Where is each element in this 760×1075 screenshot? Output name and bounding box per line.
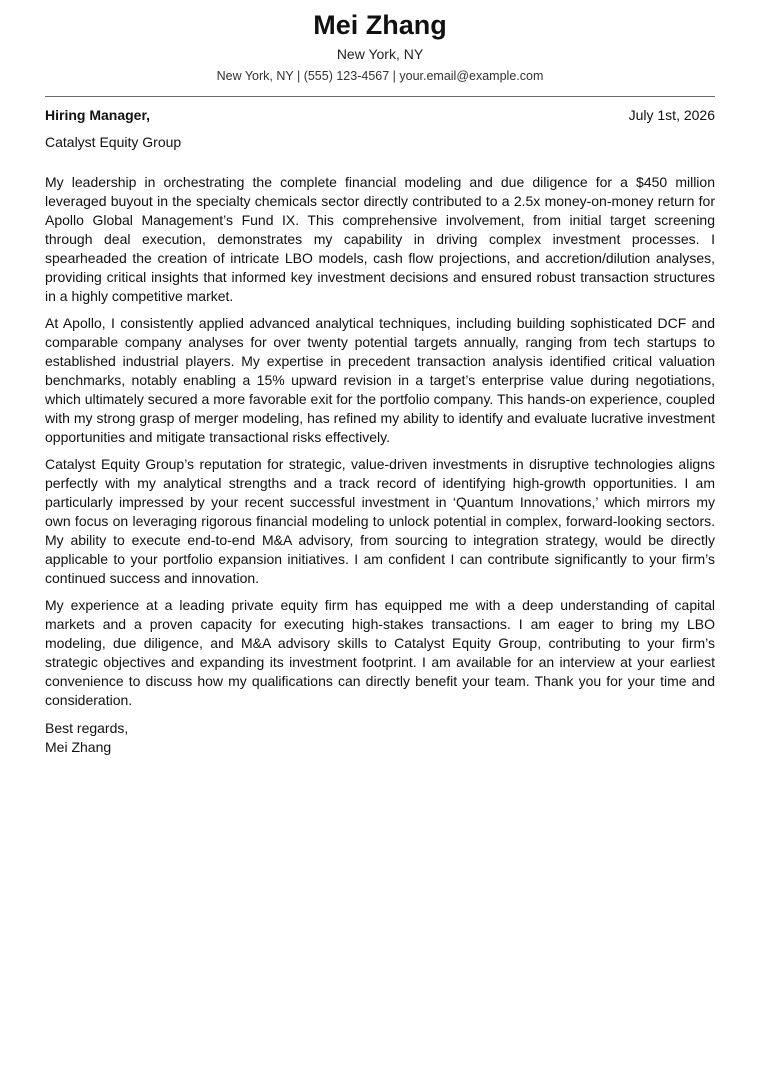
letter-body xyxy=(45,173,715,710)
closing-signature: Mei Zhang xyxy=(45,739,112,755)
applicant-name: Mei Zhang xyxy=(313,10,447,40)
recipient-company: Catalyst Equity Group xyxy=(45,134,182,150)
body-paragraph: My experience at a leading private equity firm has equipped me with a deep understanding of capital markets and a proven capacity for executing high-stakes transactions. I am eager to bring my LBO modeling, due diligence, and M&A advisory skills to Catalyst Equity Group, contributing to your firm’s strategic objectives and expanding its investment footprint. I am available for an interview at your earliest convenience to discuss how my qualifications can directly benefit your team. Thank you for your time and consideration. xyxy=(45,597,715,708)
body-paragraph: Catalyst Equity Group’s reputation for strategic, value-driven investments in disruptive technologies aligns perfectly with my analytical strengths and a track record of identifying high-growth opportunities. I am particularly impressed by your recent successful investment in ‘Quantum Innovations,’ which mirrors my own focus on leveraging rigorous financial modeling to unlock potential in complex, forward-looking sectors. My ability to execute end-to-end M&A advisory, from sourcing to integration strategy, would be directly applicable to your portfolio expansion initiatives. I am confident I can contribute significantly to your firm’s continued success and innovation. xyxy=(45,456,715,586)
header-divider xyxy=(45,96,715,97)
recipient-salutation: Hiring Manager, xyxy=(45,107,151,123)
body-paragraph: My leadership in orchestrating the complete financial modeling and due diligence for a $450 million leveraged buyout in the specialty chemicals sector directly contributed to a 2.5x money-on-money return for Apollo Global Management’s Fund IX. This comprehensive involvement, from initial target screening through deal execution, demonstrates my capability in driving complex investment processes. I spearheaded the creation of intricate LBO models, cash flow projections, and accretion/dilution analyses, providing critical insights that informed key investment decisions and ensured robust transaction structures in a highly competitive market. xyxy=(45,174,715,304)
body-paragraph: At Apollo, I consistently applied advanced analytical techniques, including building sophisticated DCF and comparable company analyses for over twenty potential targets annually, ranging from tech startups to established industrial players. My expertise in precedent transaction analysis identified critical valuation benchmarks, notably enabling a 15% upward revision in a target’s enterprise value during negotiations, which ultimately secured a more favorable exit for the portfolio company. This hands-on experience, coupled with my strong grasp of merger modeling, has refined my ability to identify and evaluate lucrative investment opportunities and mitigate transactional risks effectively. xyxy=(45,315,715,445)
recipient-row xyxy=(45,106,715,125)
letter-header xyxy=(45,0,715,85)
contact-line: New York, NY | (555) 123-4567 | your.email@example.com xyxy=(216,69,544,83)
closing-signoff: Best regards, xyxy=(45,720,129,736)
applicant-location: New York, NY xyxy=(336,46,424,62)
letter-closing xyxy=(45,719,715,757)
letter-date: July 1st, 2026 xyxy=(628,107,715,123)
